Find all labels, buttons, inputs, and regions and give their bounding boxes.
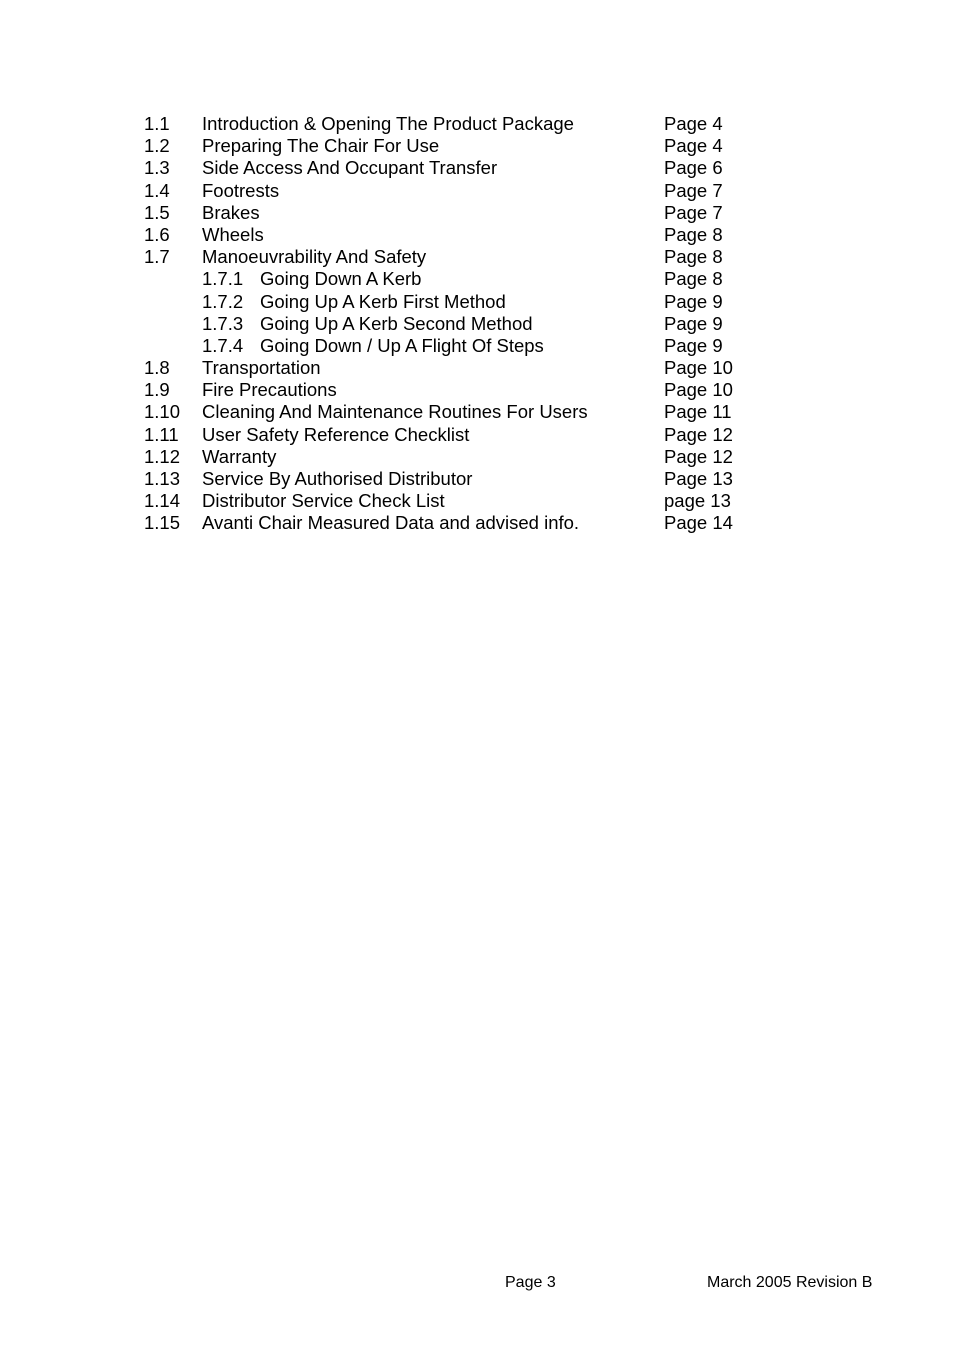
toc-entry [144,246,784,268]
toc-entry [144,180,784,202]
toc-entry-title: Avanti Chair Measured Data and advised info. [202,512,580,534]
toc-entry-number: 1.12 [144,445,181,467]
toc-entry [144,424,784,446]
toc-entry-page: Page 11 [664,401,732,423]
toc-entry [144,490,784,512]
toc-entry [144,202,784,224]
toc-subentry [144,291,784,313]
toc-entry-title: Wheels [202,223,264,245]
footer-page-number: Page 3 [505,1274,556,1291]
toc-entry-page: Page 8 [664,246,723,268]
toc-entry-page: Page 8 [664,268,723,290]
toc-entry-title: Manoeuvrability And Safety [202,246,427,268]
toc-entry-page: Page 7 [664,201,723,223]
toc-entry-page: Page 10 [664,379,733,401]
toc-entry [144,401,784,423]
toc-entry-title: Cleaning And Maintenance Routines For Users [202,401,588,423]
toc-entry [144,379,784,401]
toc-entry-title: Preparing The Chair For Use [202,135,440,157]
toc-entry-page: Page 4 [664,135,723,157]
toc-entry-title: Going Down / Up A Flight Of Steps [260,334,544,356]
toc-entry [144,113,784,135]
toc-entry-number: 1.2 [144,135,170,157]
toc-entry-title: Brakes [202,201,260,223]
toc-entry-title: Introduction & Opening The Product Package [202,113,574,134]
toc-entry-title: Service By Authorised Distributor [202,468,473,489]
footer-revision: March 2005 Revision B [707,1274,873,1291]
toc-entry [144,357,784,379]
toc-entry-number: 1.7.2 [202,290,244,312]
toc-entry-number: 1.10 [144,401,181,423]
toc-entry-page: Page 13 [664,468,733,489]
toc-entry-number: 1.4 [144,179,170,201]
toc-entry-page: page 13 [664,490,731,512]
toc-entry-title: Going Up A Kerb Second Method [260,312,533,334]
toc-entry [144,135,784,157]
toc-entry-number: 1.14 [144,490,181,512]
toc-entry-number: 1.7 [144,246,170,268]
toc-entry-number: 1.8 [144,357,170,379]
toc-entry-title: Going Down A Kerb [260,268,422,290]
toc-entry-number: 1.6 [144,223,170,245]
toc-entry-number: 1.3 [144,157,170,179]
toc-entry-number: 1.7.1 [202,268,244,290]
toc-entry-page: Page 4 [664,113,723,134]
toc-entry-page: Page 14 [664,512,733,534]
toc-entry-title: Side Access And Occupant Transfer [202,157,498,179]
toc-entry [144,512,784,534]
toc-entry-number: 1.13 [144,468,181,489]
toc-subentry [144,335,784,357]
toc-entry-page: Page 9 [664,290,723,312]
toc-entry-title: Distributor Service Check List [202,490,445,512]
toc-entry-title: User Safety Reference Checklist [202,423,470,445]
toc-entry-number: 1.7.4 [202,334,244,356]
toc-entry [144,224,784,246]
toc-entry-number: 1.15 [144,512,181,534]
toc-entry-title: Transportation [202,357,321,379]
toc-entry-title: Footrests [202,179,280,201]
toc-entry [144,446,784,468]
toc-entry-number: 1.7.3 [202,312,244,334]
toc-subentry [144,313,784,335]
toc-entry-number: 1.5 [144,201,170,223]
toc-entry-page: Page 10 [664,357,733,379]
toc-entry-number: 1.9 [144,379,170,401]
toc-entry-page: Page 9 [664,334,723,356]
toc-entry-page: Page 6 [664,157,723,179]
toc-entry [144,157,784,179]
toc-entry-page: Page 9 [664,312,723,334]
toc-entry-page: Page 8 [664,223,723,245]
toc-entry-title: Fire Precautions [202,379,337,401]
toc-entry-page: Page 7 [664,179,723,201]
toc-entry-page: Page 12 [664,445,733,467]
toc-entry-title: Going Up A Kerb First Method [260,290,506,312]
toc-entry-number: 1.11 [144,423,179,445]
toc-entry-number: 1.1 [144,113,170,134]
toc-entry [144,468,784,490]
toc-subentry [144,268,784,290]
toc-entry-page: Page 12 [664,423,733,445]
toc-entry-title: Warranty [202,445,277,467]
table-of-contents [144,113,784,535]
